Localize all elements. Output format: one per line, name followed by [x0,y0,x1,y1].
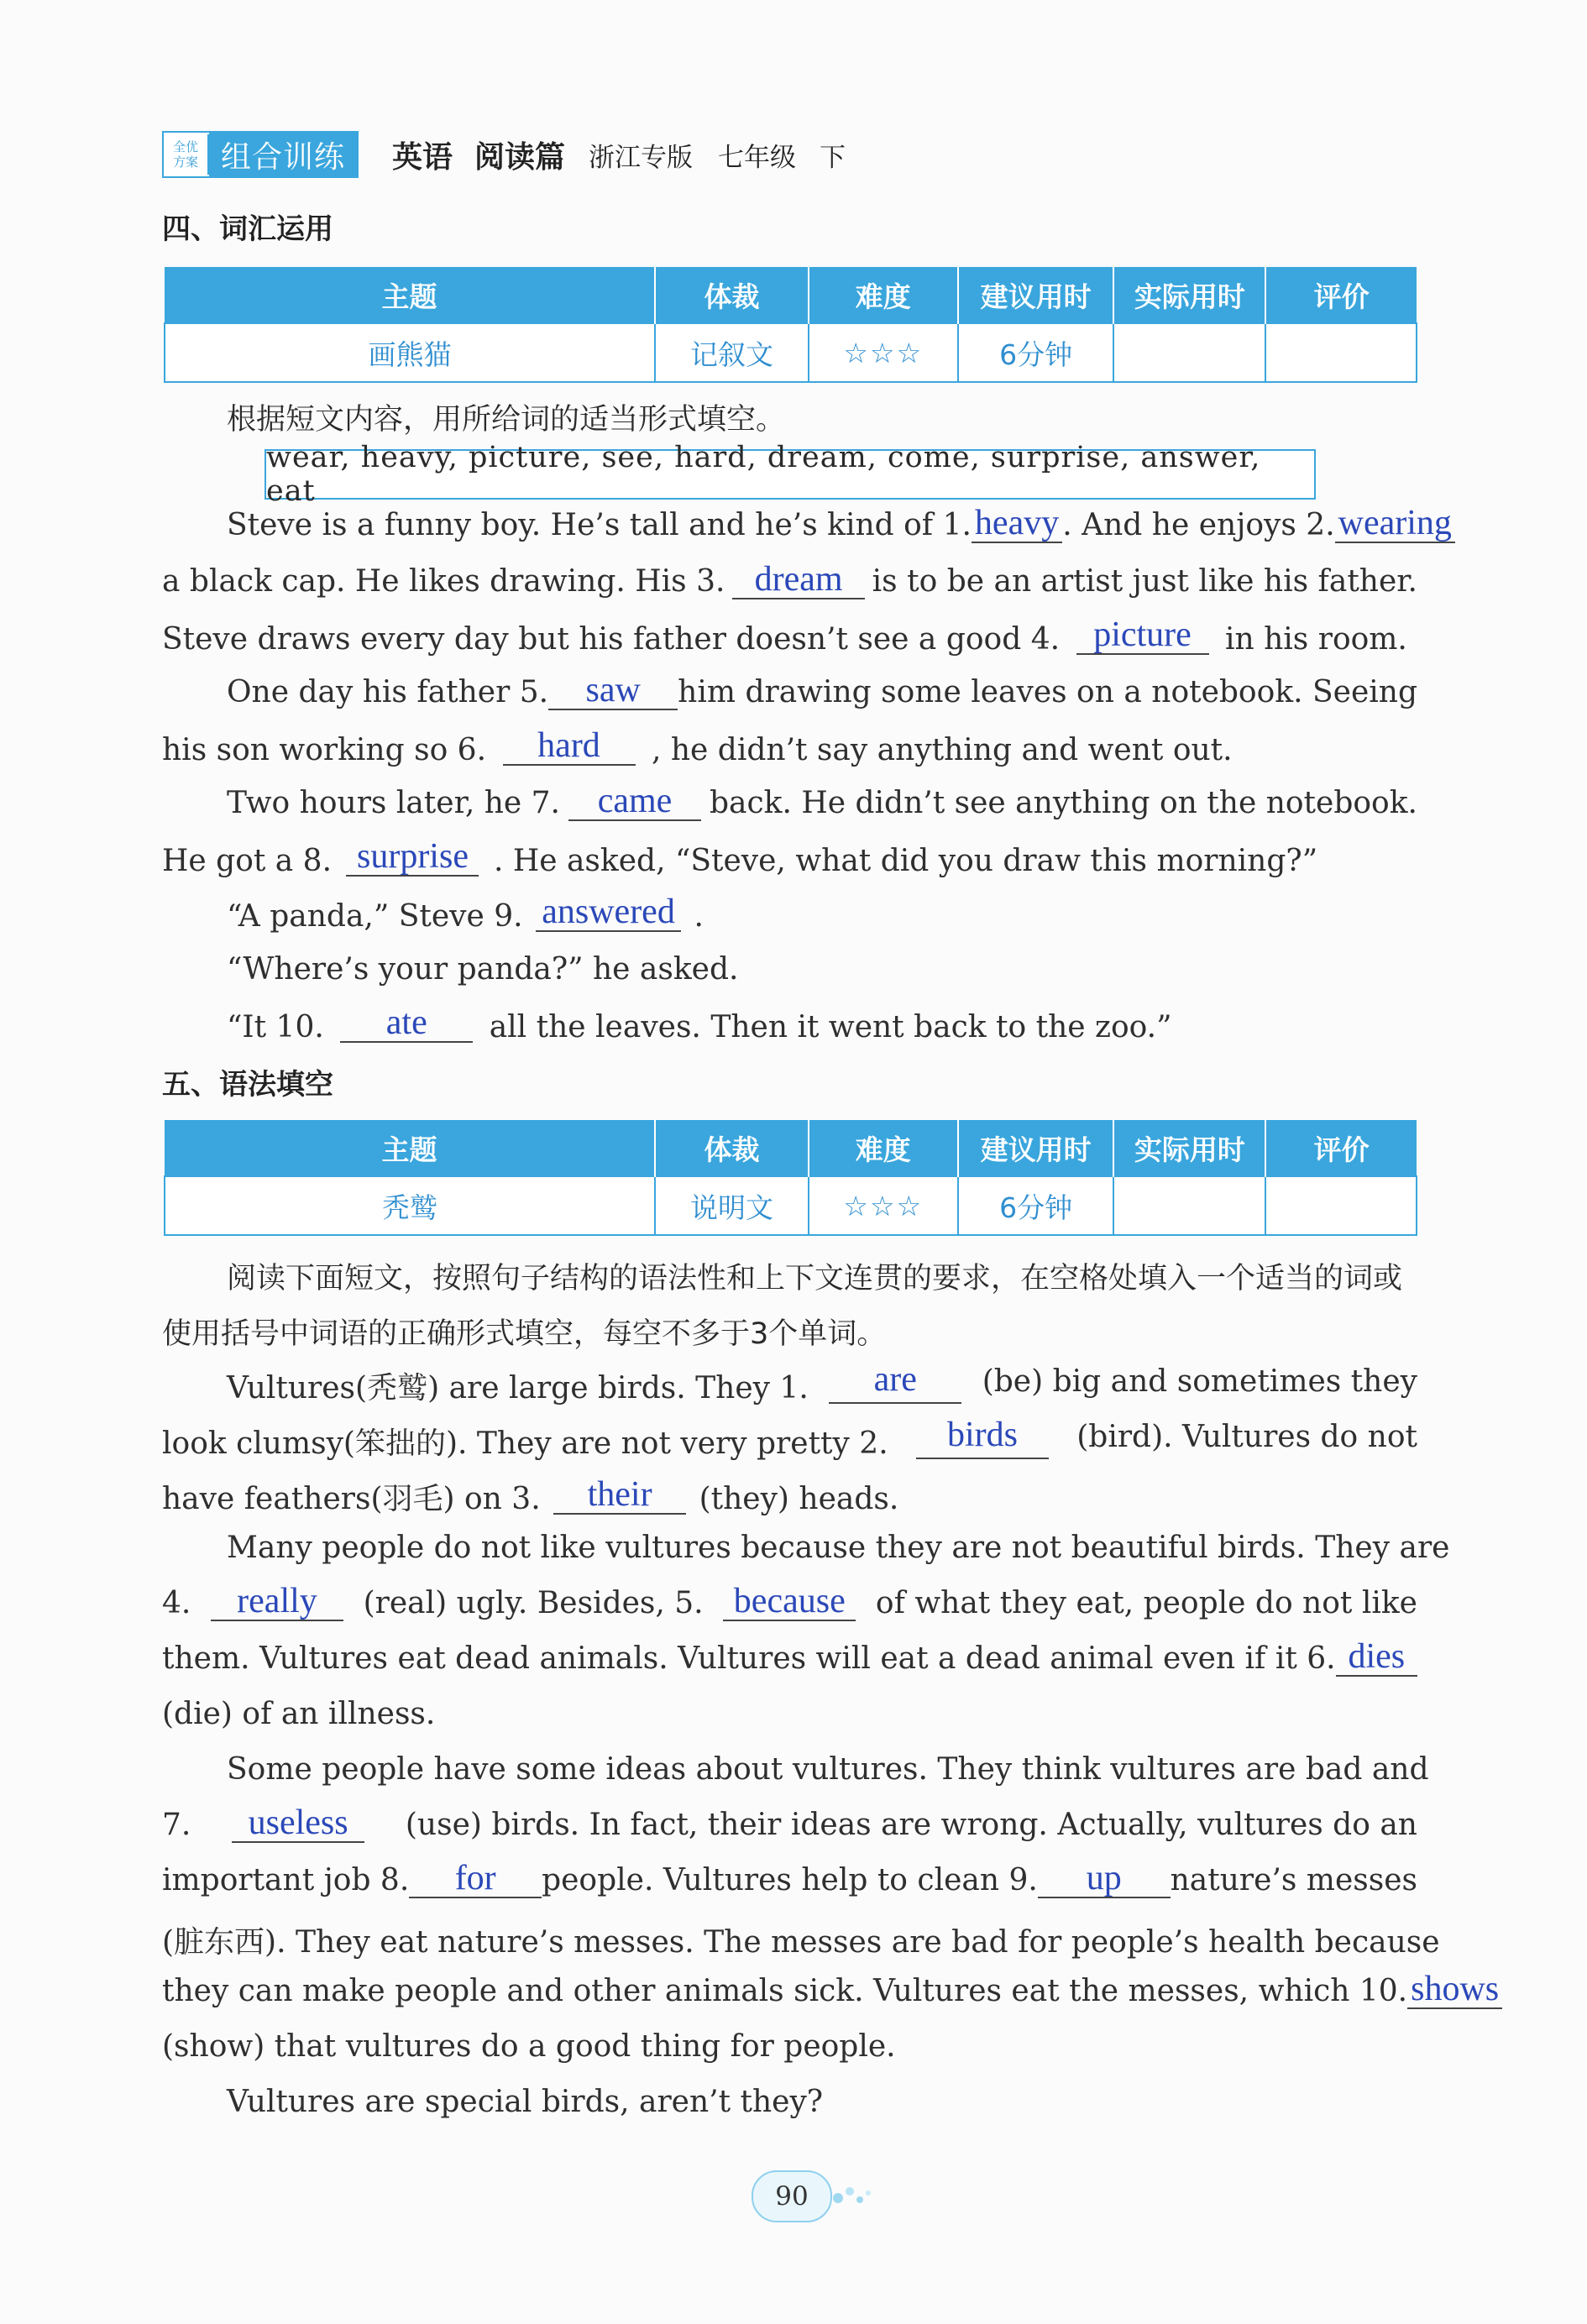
col-topic: 主题 [165,267,655,323]
passage-line [162,1918,1440,1961]
text: is to be an artist just like his father. [872,564,1417,599]
text: them. Vultures eat dead animals. Vultures will eat a dead animal even if it 6. [162,1641,1336,1676]
text: One day his father 5. [227,675,549,709]
passage-line [227,1752,1429,1787]
topic-cell: 画熊猫 [165,323,655,382]
passage-line [227,1003,1417,1046]
rating-cell [1265,323,1417,382]
text: . And he enjoys 2. [1062,508,1335,542]
answer-blank: picture [1076,616,1209,655]
rating-cell [1265,1176,1417,1235]
text: him drawing some leaves on a notebook. Seeing [678,675,1417,709]
text: Two hours later, he 7. [227,786,561,820]
passage-line [227,782,1417,824]
answer-blank: saw [548,672,678,710]
text: in his room. [1224,622,1407,657]
answer-blank: surprise [346,838,479,877]
text: . [694,899,704,934]
answer-blank: for [409,1860,542,1898]
text: Vultures are special birds, aren’t they? [227,2085,824,2119]
text: (use) birds. In fact, their ideas are wrong. Actually, vultures do an [405,1808,1417,1842]
text: look clumsy(笨拙的). They are not very pretty 2. [162,1426,888,1461]
header-grade: 七年级 [718,142,797,173]
page-number: 90 [752,2170,832,2222]
passage-line [162,1416,1417,1463]
col-genre: 体裁 [655,1120,809,1176]
table-header-row [165,1120,1417,1176]
text: people. Vultures help to clean 9. [542,1863,1038,1897]
col-topic: 主题 [165,1120,655,1176]
text: (脏东西). They eat nature’s messes. The messes are bad for people’s health because [162,1925,1440,1960]
col-difficulty: 难度 [809,1120,958,1176]
answer-blank: are [829,1361,961,1404]
answer-blank: because [723,1583,856,1621]
passage-line [227,504,1452,547]
brand-small [164,134,209,175]
col-rating: 评价 [1265,267,1417,323]
answer-blank: ate [340,1004,473,1043]
col-rating: 评价 [1265,1120,1417,1176]
text: “A panda,” Steve 9. [227,899,523,934]
bubble-decoration-icon [831,2183,873,2208]
text: they can make people and other animals sick. Vultures eat the messes, which 10. [162,1974,1408,2008]
answer-blank: hard [503,727,636,766]
text: nature’s messes [1170,1863,1417,1897]
text: (real) ugly. Besides, 5. [363,1586,704,1620]
text: all the leaves. Then it went back to the zoo.” [489,1010,1172,1044]
text: 7. [162,1808,191,1842]
header-term: 下 [820,142,846,173]
answer-blank: wearing [1335,505,1455,543]
col-suggested-time: 建议用时 [958,1120,1114,1176]
text: 4. [162,1586,191,1620]
col-suggested-time: 建议用时 [958,267,1114,323]
header-edition: 浙江专版 [589,142,694,173]
text: “It 10. [227,1010,324,1044]
answer-blank: really [211,1583,343,1621]
passage-line [162,1859,1417,1902]
col-actual-time: 实际用时 [1113,267,1265,323]
passage-line [162,837,1417,880]
brand-small-2: 方案 [172,154,198,170]
text: of what they eat, people do not like [875,1586,1417,1620]
passage-line [227,1531,1450,1565]
header-subtitle: 阅读篇 [474,139,566,175]
table-header-row [165,267,1417,323]
answer-blank: up [1038,1860,1171,1898]
answer-blank: their [553,1476,686,1515]
section5-title: 五、语法填空 [162,1068,333,1102]
text: have feathers(羽毛) on 3. [162,1482,541,1516]
passage-line [162,1637,1417,1680]
section4-title: 四、词汇运用 [162,212,333,246]
genre-cell: 说明文 [655,1176,809,1235]
genre-cell: 记叙文 [655,323,809,382]
text: He got a 8. [162,844,333,878]
passage-line [162,726,1417,769]
col-actual-time: 实际用时 [1113,1120,1265,1176]
text: (they) heads. [699,1482,899,1516]
passage-line [162,560,1417,603]
text: , he didn’t say anything and went out. [651,733,1233,767]
time-cell: 6分钟 [958,323,1114,382]
difficulty-stars: ☆☆☆ [809,323,958,382]
text: (bird). Vultures do not [1076,1420,1417,1454]
text: Some people have some ideas about vultures. They think vultures are bad and [227,1752,1429,1787]
answer-blank: dies [1336,1638,1417,1677]
text: a black cap. He likes drawing. His 3. [162,564,725,599]
table-row [165,1176,1417,1235]
time-cell: 6分钟 [958,1176,1114,1235]
word-bank: wear, heavy, picture, see, hard, dream, come, surprise, answer, eat [264,449,1316,500]
section4-info-table [164,267,1417,383]
text: Steve is a funny boy. He’s tall and he’s kind of 1. [227,508,972,542]
text: Many people do not like vultures because they are not beautiful birds. They are [227,1531,1450,1565]
col-difficulty: 难度 [809,267,958,323]
passage-line [162,1803,1417,1846]
answer-blank: heavy [972,505,1062,543]
answer-blank: shows [1407,1971,1502,2009]
text: important job 8. [162,1863,410,1897]
actual-time-cell [1113,323,1265,382]
text: . He asked, “Steve, what did you draw this morning?” [493,844,1318,878]
passage-line [227,1360,1417,1407]
passage-line [227,952,1417,987]
text: his son working so 6. [162,733,487,767]
text: Vultures(秃鹫) are large birds. They 1. [227,1371,809,1405]
answer-blank: dream [732,561,865,599]
text: (show) that vultures do a good thing for people. [162,2029,896,2064]
section5-instruction: 阅读下面短文，按照句子结构的语法性和上下文连贯的要求，在空格处填入一个适当的词或使用括号中词语的正确形式填空，每空不多于3个单词。 [162,1262,1403,1351]
passage-line [162,615,1417,658]
text: Steve draws every day but his father doesn’t see a good 4. [162,622,1061,657]
section4-instruction: 根据短文内容，用所给词的适当形式填空。 [227,403,786,437]
text: (die) of an illness. [162,1697,436,1731]
passage-line [162,1475,1417,1518]
answer-blank: answered [536,893,681,932]
actual-time-cell [1113,1176,1265,1235]
brand-logo [162,131,359,178]
text: back. He didn’t see anything on the notebook. [709,786,1417,820]
answer-blank: came [568,783,701,821]
answer-blank: useless [232,1804,364,1843]
passage-line [162,2029,1417,2064]
text: “Where’s your panda?” he asked. [227,952,739,987]
passage-line [227,2085,1417,2119]
section5-info-table [164,1120,1417,1236]
passage-line [227,892,1417,935]
brand-small-1: 全优 [172,139,198,154]
passage-line [162,1697,1417,1731]
brand-main: 组合训练 [209,133,357,176]
page-header [162,128,846,181]
passage-line [227,671,1417,714]
passage-line [162,1582,1417,1625]
table-row [165,323,1417,382]
answer-blank: birds [916,1416,1049,1459]
topic-cell: 秃鹫 [165,1176,655,1235]
header-subject: 英语 [392,139,453,175]
text: (be) big and sometimes they [982,1364,1417,1399]
col-genre: 体裁 [655,267,809,323]
passage-line [162,1970,1500,2013]
difficulty-stars: ☆☆☆ [809,1176,958,1235]
